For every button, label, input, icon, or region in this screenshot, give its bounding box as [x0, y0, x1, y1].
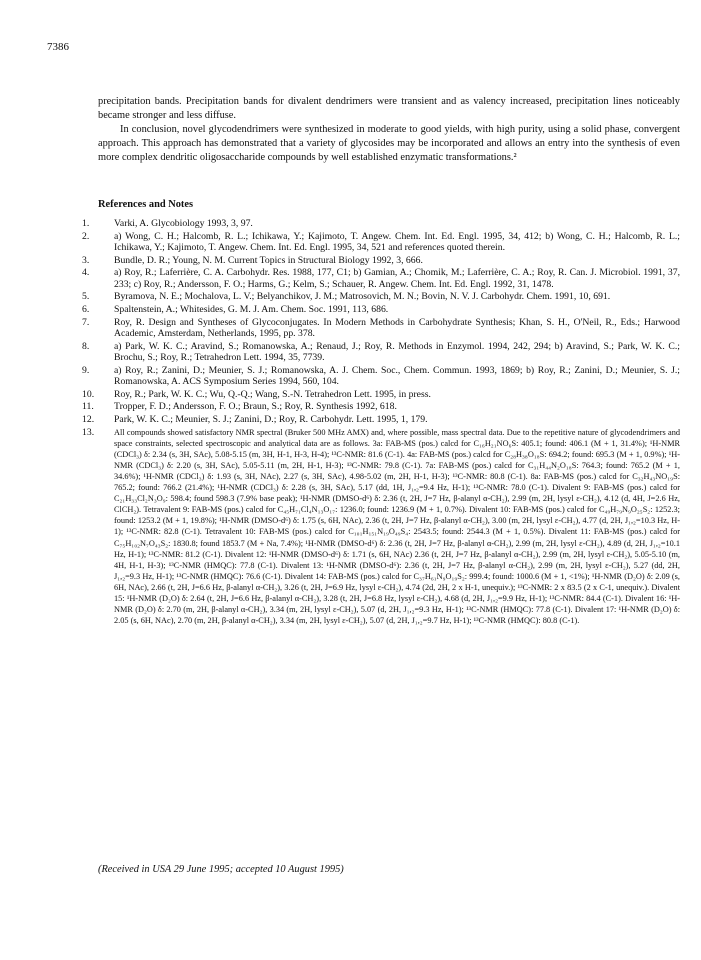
reference-item [82, 218, 680, 230]
references-list [82, 218, 680, 627]
reference-number: 9. [82, 364, 90, 376]
reference-item [82, 267, 680, 290]
reference-text: All compounds showed satisfactory NMR spectral (Bruker 500 MHz AMX) and, where possible, mass spectral data. Due to the repetitive nature of glycodendrimers and space constraints, selected spectroscopic and analytical data are as follows. 3a: FAB-MS (pos.) calcd for C₁₆H₂₁NO₆S: 405.1; found: 406.1 (M + 1, 31.4%); ¹H-NMR (CDCl₃) δ: 2.34 (s, 3H, SAc), 5.08-5.15 (m, 3H, H-1, H-3, H-4); ¹³C-NMR: 81.6 (C-1). 4a: FAB-MS (pos.) calcd for C₂₈H₃₈O₁₈S: 694.2; found: 695.3 (M + 1, 0.9%); ¹H-NMR (CDCl₃) δ: 2.20 (s, 3H, SAc), 5.05-5.11 (m, 2H, H-1, H-3); ¹³C-NMR: 79.8 (C-1). 7a: FAB-MS (pos.) calcd for C₃₁H₄₄N₂O₁₈S: 764.3; found: 765.2 (M + 1, 34.6%); ¹H-NMR (CDCl₃) δ: 1.93 (s, 3H, NAc), 2.27 (s, 3H, SAc), 4.98-5.02 (m, 2H, H-1, H-3); ¹³C-NMR: 80.8 (C-1). 8a: FAB-MS (pos.) calcd for C₃₂H₄₃NO₁₉S: 765.2; found: 766.2 (21.4%); ¹H-NMR (CDCl₃) δ: 2.28 (s, 3H, SAc), 5.17 (dd, 1H, J₁,₂=9.4 Hz, H-1); ¹³C-NMR: 78.0 (C-1). Divalent 9: FAB-MS (pos.) calcd for C₂₁H₃₃Cl₂N₃O₉: 598.4; found 598.3 (7.9% base peak); ¹H-NMR (DMSO-d⁶) δ: 2.36 (t, 2H, J=7 Hz, β-alanyl α-CH₂), 2.99 (m, 2H, lysyl ε-CH₂), 4.12 (d, 4H, J=2.6 Hz, ClCH₂). Tetravalent 9: FAB-MS (pos.) calcd for C₄₅H₇₁Cl₄N₁₃O₁₇: 1236.0; found: 1236.9 (M + 1, 0.7%). Divalent 10: FAB-MS (pos.) calcd for C₄₉H₇₉N₉O₂₅S₂: 1252.3; found: 1253.2 (M + 1, 19.8%); ¹H-NMR (DMSO-d⁶) δ: 1.75 (s, 6H, NAc), 2.36 (t, 2H, J=7 Hz, β-alanyl α-CH₂), 3.00 (m, 2H, lysyl ε-CH₂), 4.77 (d, 2H, J₁,₂=10.3 Hz, H-1); ¹³C-NMR: 82.8 (C-1). Tetravalent 10: FAB-MS (pos.) calcd for C₁₀₁H₁₅₁N₁₉O₄₉S₄: 2543.5; found: 2544.3 (M + 1, 0.5%). Divalent 11: FAB-MS (pos.) calcd for C₇₅H₁₀₂N₇O₄₃S₂: 1830.8; found 1853.7 (M + Na, 7.4%); ¹H-NMR (DMSO-d⁶) δ: 2.36 (t, 2H, J=7 Hz, β-alanyl α-CH₂), 2.99 (m, 2H, lysyl ε-CH₂), 4.89 (d, 2H, J₁,₂=10.1 Hz, H-1); ¹³C-NMR: 81.2 (C-1). Divalent 12: ¹H-NMR (DMSO-d⁶) δ: 1.71 (s, 6H, NAc) 2.36 (t, 2H, J=7 Hz, β-alanyl α-CH₂), 2.99 (m, 2H, lysyl ε-CH₂), 5.05-5.10 (m, 4H, H-1, H-3); ¹³C-NMR (HMQC): 77.8 (C-1). Divalent 13: ¹H-NMR (DMSO-d⁶): 2.36 (t, 2H, J=7 Hz, β-alanyl α-CH₂), 2.99 (m, 2H, lysyl ε-CH₂), 5.27 (dd, 2H, J₁,₂=9.3 Hz, H-1); ¹³C-NMR (HMQC): 76.6 (C-1). Divalent 14: FAB-MS (pos.) calcd for C₃₇H₆₁N₉O₁₉S₂: 999.4; found: 1000.6 (M + 1, <1%); ¹H-NMR (D₂O) δ: 2.09 (s, 6H, NAc), 2.66 (t, 2H, J=6.6 Hz, β-alanyl α-CH₂), 3.26 (t, 2H, J=6.9 Hz, lysyl ε-CH₂), 4.74 (2d, 2H, 2 x H-1, unequiv.); ¹³C-NMR: 2 x 83.5 (2 x C-1, unequiv.). Divalent 15: ¹H-NMR (D₂O) δ: 2.64 (t, 2H, J=6.6 Hz, β-alanyl α-CH₂), 3.28 (t, 2H, J=6.8 Hz, lysyl ε-CH₂), 4.68 (d, 2H, J₁,₂=9.9 Hz, H-1); ¹³C-NMR: 84.4 (C-1). Divalent 16: ¹H-NMR (D₂O) δ: 2.70 (m, 2H, β-alanyl α-CH₂), 3.34 (m, 2H, lysyl ε-CH₂), 5.07 (d, 2H, J₁,₂=9.3 Hz, H-1); ¹³C-NMR (HMQC): 77.8 (C-1). Divalent 17: ¹H-NMR (D₂O) δ: 2.05 (s, 6H, NAc), 2.70 (m, 2H, β-alanyl α-CH₂), 3.34 (m, 2H, lysyl ε-CH₂), 5.07 (d, 2H, J₁,₂=9.7 Hz, H-1); ¹³C-NMR (HMQC): 80.8 (C-1). [114, 427, 680, 626]
reference-number: 2. [82, 230, 90, 242]
reference-item [82, 254, 680, 267]
body-text [98, 95, 680, 165]
reference-number: 1. [82, 218, 90, 229]
reference-text: Tropper, F. D.; Andersson, F. O.; Braun, S.; Roy, R. Synthesis 1992, 618. [114, 401, 397, 413]
reference-item [82, 388, 680, 401]
reference-text: Roy, R. Design and Syntheses of Glycoconjugates. In Modern Methods in Carbohydrate Synthesis; Khan, S. H., O'Neil, R., Eds.; Harwood Academic, Amsterdam, Netherlands, 1995, pp. 378. [114, 316, 680, 340]
reference-item [82, 340, 680, 364]
reference-text: a) Roy, R.; Laferrière, C. A. Carbohydr. Res. 1988, 177, C1; b) Gamian, A.; Chomik, M.; Laferrière, C. A.; Roy, R. Can. J. Microbiol. 1991, 37, 233; c) Roy, R.; Andersson, F. O.; Harms, G.; Kelm, S.; Schauer, R. Angew. Chem. Int. Ed. Engl. 1992, 31, 1478. [114, 267, 680, 290]
reference-text: Byramova, N. E.; Mochalova, L. V.; Belyanchikov, J. M.; Matrosovich, M. N.; Bovin, N. V. J. Carbohydr. Chem. 1991, 10, 691. [114, 291, 611, 303]
reference-text: Varki, A. Glycobiology 1993, 3, 97. [114, 218, 253, 229]
reference-number: 3. [82, 254, 90, 266]
references-heading: References and Notes [98, 199, 194, 210]
paragraph-precipitation: precipitation bands. Precipitation bands for divalent dendrimers were transient and as valency increased, precipitation lines noticeably became stronger and less diffuse. [98, 96, 680, 121]
reference-number: 6. [82, 303, 90, 315]
received-dates: (Received in USA 29 June 1995; accepted 10 August 1995) [98, 864, 344, 875]
reference-item [82, 414, 680, 426]
reference-number: 8. [82, 340, 90, 352]
reference-item [82, 291, 680, 303]
page-number: 7386 [47, 41, 69, 53]
reference-text: Spaltenstein, A.; Whitesides, G. M. J. Am. Chem. Soc. 1991, 113, 686. [114, 303, 389, 315]
reference-text: a) Park, W. K. C.; Aravind, S.; Romanowska, A.; Renaud, J.; Roy, R. Methods in Enzymol. 1994, 242, 294; b) Aravind, S.; Park, W. K. C.; Brochu, S.; Roy, R.; Tetrahedron Lett. 1994, 35, 7739. [114, 340, 680, 364]
reference-item [82, 303, 680, 316]
reference-text: Roy, R.; Park, W. K. C.; Wu, Q.-Q.; Wang, S.-N. Tetrahedron Lett. 1995, in press. [114, 388, 431, 400]
reference-text: a) Wong, C. H.; Halcomb, R. L.; Ichikawa, Y.; Kajimoto, T. Angew. Chem. Int. Ed. Engl. 1995, 34, 412; b) Wong, C. H.; Halcomb, R. L.; Ichikawa, Y.; Kajimoto, T. Angew. Chem. Int. Ed. Engl. 1995, 34, 521 and references quoted therein. [114, 230, 680, 254]
reference-number: 7. [82, 316, 90, 328]
reference-number: 10. [82, 388, 95, 400]
reference-item-spectral-data [82, 426, 680, 627]
reference-number: 11. [82, 401, 94, 413]
reference-number: 13. [82, 426, 95, 438]
reference-number: 5. [82, 291, 90, 303]
paragraph-conclusion: In conclusion, novel glycodendrimers were synthesized in moderate to good yields, with high purity, using a solid phase, convergent approach. This approach has demonstrated that a variety of glycosides may be incorporated and allows an entry into the synthesis of even more complex dendritic oligosaccharide compounds by well established enzymatic transformations.² [98, 123, 680, 163]
reference-item [82, 316, 680, 340]
reference-item [82, 401, 680, 413]
reference-item [82, 230, 680, 254]
reference-number: 4. [82, 267, 90, 279]
reference-text: Park, W. K. C.; Meunier, S. J.; Zanini, D.; Roy, R. Carbohydr. Lett. 1995, 1, 179. [114, 414, 428, 426]
reference-text: Bundle, D. R.; Young, N. M. Current Topics in Structural Biology 1992, 3, 666. [114, 254, 423, 266]
reference-text: a) Roy, R.; Zanini, D.; Meunier, S. J.; Romanowska, A. J. Chem. Soc., Chem. Commun. 1993, 1869; b) Roy, R.; Zanini, D.; Meunier, S. J.; Romanowska, A. ACS Symposium Series 1994, 560, 104. [114, 364, 680, 388]
reference-number: 12. [82, 414, 95, 426]
reference-item [82, 364, 680, 388]
